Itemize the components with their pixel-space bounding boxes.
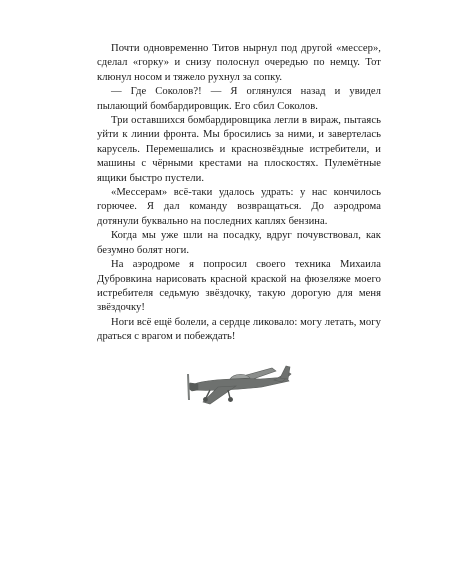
paragraph-1: Почти одновременно Титов нырнул под другой «мессер», сделал «горку» и снизу полоснул очередью по немцу. Тот клюнул носом и тяжело рухнул за сопку. — [97, 43, 381, 83]
paragraph-4: «Мессерам» всё-таки удалось удрать: у нас кончилось горючее. Я дал команду возвращаться. До аэродрома дотянули буквально на последних каплях бензина. — [97, 187, 381, 227]
paragraph-6: На аэродроме я попросил своего техника Михаила Дубровкина нарисовать красной краской на фюзеляже моего истребителя седьмую звёздочку, такую дорогую для меня звёздочку! — [97, 259, 381, 314]
paragraph-3: Три оставшихся бомбардировщика легли в вираж, пытаясь уйти к линии фронта. Мы бросились за ними, и завертелась карусель. Перемешались и краснозвёздные истребители, и машины с чёрными крестами на плоскостях. Пулемётные ящики быстро пустели. — [97, 115, 381, 184]
paragraph-2: — Где Соколов?! — Я оглянулся назад и увидел пылающий бомбардировщик. Его сбил Соколов. — [97, 86, 381, 112]
paragraph-7: Ноги всё ещё болели, а сердце ликовало: могу летать, могу драться с врагом и побеждать! — [97, 316, 381, 343]
page-text — [97, 42, 381, 345]
airplane-icon — [170, 360, 300, 408]
paragraph-5: Когда мы уже шли на посадку, вдруг почувствовал, как безумно болят ноги. — [97, 230, 381, 256]
